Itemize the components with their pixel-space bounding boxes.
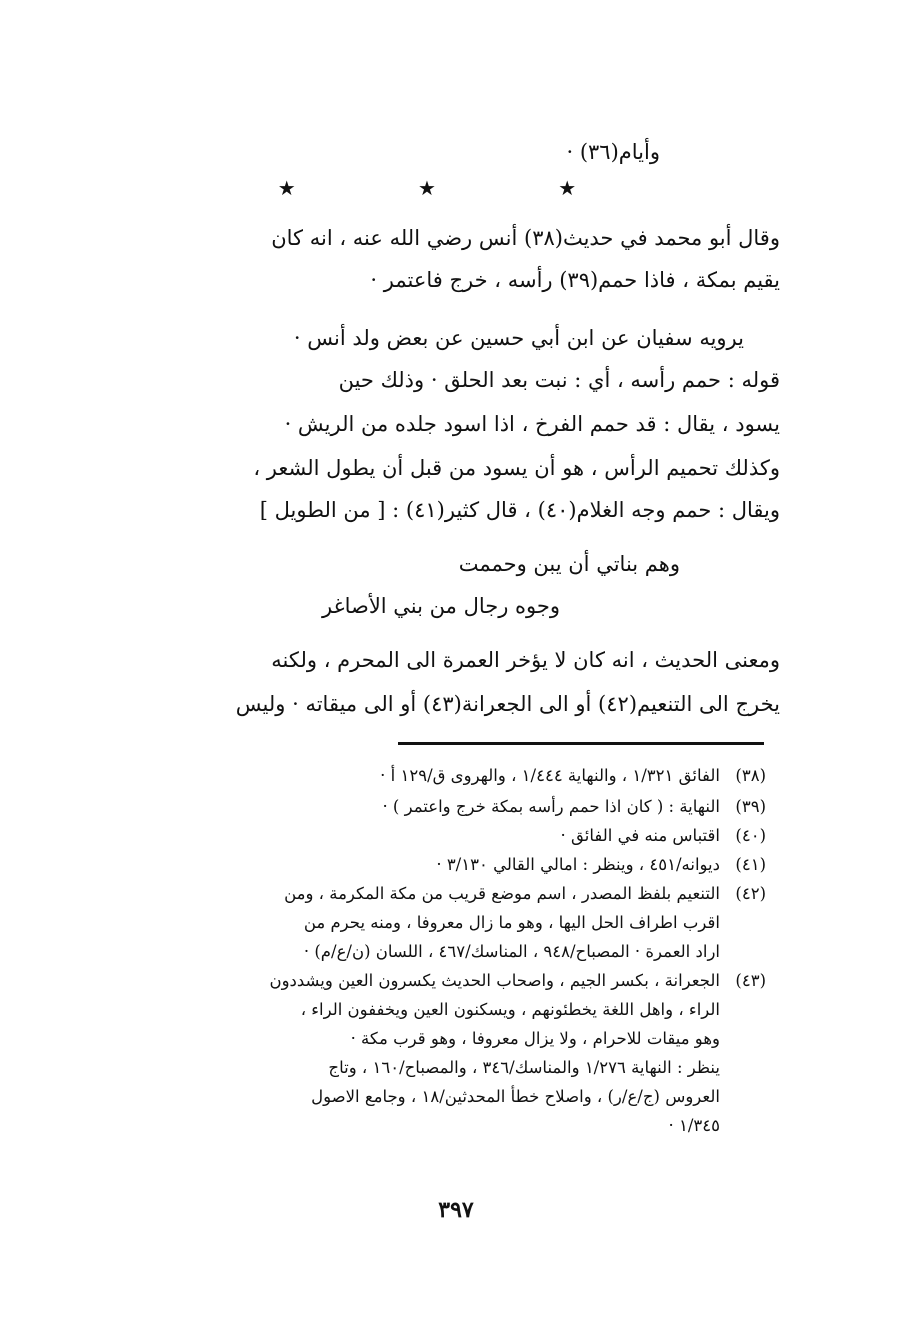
footnote-separator bbox=[398, 742, 764, 745]
footnote-line: اراد العمرة · المصباح/٩٤٨ ، المناسك/٤٦٧ ، اللسان (ن/ع/م) · bbox=[303, 942, 720, 961]
footnote-line: اقرب اطراف الحل اليها ، وهو ما زال معروفا ، ومنه يحرم من bbox=[303, 913, 720, 932]
footnote-number: (٤٠) bbox=[735, 826, 766, 845]
verse-line: وجوه رجال من بني الأصاغر bbox=[322, 594, 560, 618]
footnote-number: (٤٢) bbox=[735, 884, 766, 903]
footnote-line: الفائق ١/٣٢١ ، والنهاية ١/٤٤٤ ، والهروى ق/١٢٩ أ · bbox=[380, 766, 720, 785]
footnote-line: الراء ، واهل اللغة يخطئونهم ، ويسكنون العين ويخففون الراء ، bbox=[300, 1000, 720, 1019]
paragraph-line: ويقال : حمم وجه الغلام(٤٠) ، قال كثير(٤١) : [ من الطويل ] bbox=[259, 498, 780, 522]
section-separator-stars: ★ ★ ★ bbox=[277, 176, 635, 200]
footnote-line: اقتباس منه في الفائق · bbox=[560, 826, 720, 845]
footnote-line: وهو ميقات للاحرام ، ولا يزال معروفا ، وهو قرب مكة · bbox=[350, 1029, 720, 1048]
footnote-line: النهاية : ( كان اذا حمم رأسه بمكة خرج واعتمر ) · bbox=[382, 797, 720, 816]
footnote-number: (٣٩) bbox=[735, 797, 766, 816]
footnote-number: (٤١) bbox=[735, 855, 766, 874]
paragraph-line: يخرج الى التنعيم(٤٢) أو الى الجعرانة(٤٣) أو الى ميقاته · وليس bbox=[235, 692, 780, 716]
footnote-line: ينظر : النهاية ١/٢٧٦ والمناسك/٣٤٦ ، والمصباح/١٦٠ ، وتاج bbox=[328, 1058, 720, 1077]
paragraph-line: يسود ، يقال : قد حمم الفرخ ، اذا اسود جلده من الريش · bbox=[284, 412, 780, 436]
paragraph-line: يرويه سفيان عن ابن أبي حسين عن بعض ولد أنس · bbox=[293, 326, 744, 350]
footnote-line: ديوانه/٤٥١ ، وينظر : امالي القالي ٣/١٣٠ · bbox=[436, 855, 720, 874]
paragraph-line: ومعنى الحديث ، انه كان لا يؤخر العمرة الى المحرم ، ولكنه bbox=[271, 648, 780, 672]
verse-line: وهم بناتي أن يبن وحممت bbox=[458, 552, 680, 576]
footnote-number: (٤٣) bbox=[735, 971, 766, 990]
footnote-line: العروس (ج/ع/ر) ، واصلاح خطأ المحدثين/١٨ ، وجامع الاصول bbox=[311, 1087, 720, 1106]
carryover-line: وأيام(٣٦) · bbox=[566, 140, 660, 164]
paragraph-line: قوله : حمم رأسه ، أي : نبت بعد الحلق · وذلك حين bbox=[338, 368, 780, 392]
footnote-line: التنعيم بلفظ المصدر ، اسم موضع قريب من مكة المكرمة ، ومن bbox=[284, 884, 720, 903]
footnote-line: الجعرانة ، بكسر الجيم ، واصحاب الحديث يكسرون العين ويشددون bbox=[269, 971, 720, 990]
paragraph-line: وكذلك تحميم الرأس ، هو أن يسود من قبل أن يطول الشعر ، bbox=[253, 456, 780, 480]
page-number: ٣٩٧ bbox=[438, 1197, 474, 1223]
paragraph-line: وقال أبو محمد في حديث(٣٨) أنس رضي الله عنه ، انه كان bbox=[271, 226, 780, 250]
paragraph-line: يقيم بمكة ، فاذا حمم(٣٩) رأسه ، خرج فاعتمر · bbox=[370, 268, 780, 292]
footnote-line: ١/٣٤٥ · bbox=[668, 1116, 720, 1135]
footnote-number: (٣٨) bbox=[735, 766, 766, 785]
